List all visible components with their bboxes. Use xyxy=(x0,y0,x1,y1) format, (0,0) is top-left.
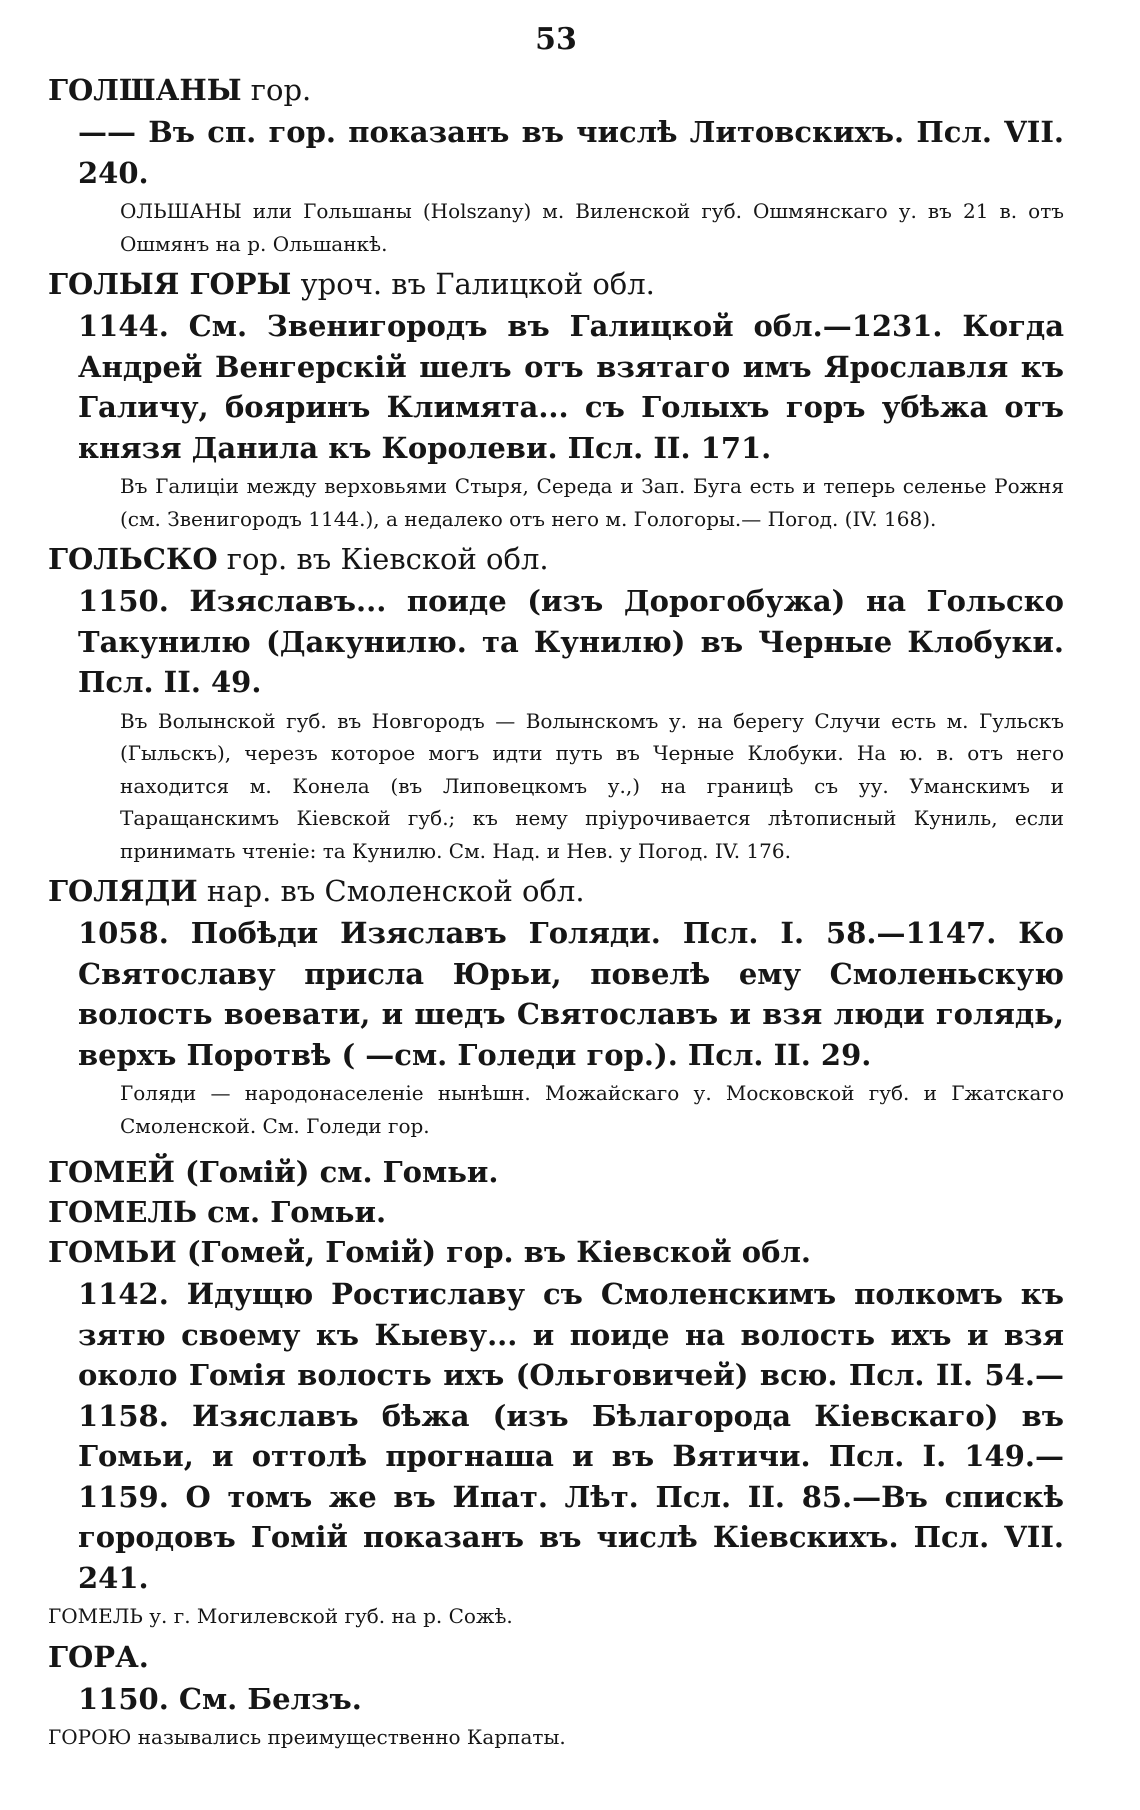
entry-heading-rest: уроч. въ Галицкой обл. xyxy=(291,267,655,301)
entry-heading xyxy=(48,539,1064,579)
entry-lemma: ГОЛШАНЫ xyxy=(48,73,242,107)
entry-heading-rest: см. Гомьи. xyxy=(197,1195,387,1229)
entry-heading-rest: (Гомій) см. Гомьи. xyxy=(174,1155,499,1189)
entry-note: ГОРОЮ назывались преимущественно Карпаты. xyxy=(48,1725,566,1749)
entry-gomi xyxy=(48,1232,1064,1633)
entry-lemma: ГОМЕЛЬ xyxy=(48,1195,198,1229)
entry-lemma: ГОРА. xyxy=(48,1639,149,1674)
entry-lemma: ГОЛЬСКО xyxy=(48,542,218,576)
entry-gora xyxy=(48,1637,1064,1754)
entry-goliadi xyxy=(48,871,1064,1142)
entry-body: 1150. Изяславъ... поиде (изъ Дорогобужа) на Гольско Такунилю (Дакунилю. та Кунилю) въ Черные Клобуки. Псл. II. 49. xyxy=(78,584,1064,699)
entry-golsko xyxy=(48,539,1064,867)
entry-body: 1150. См. Белзъ. xyxy=(78,1681,362,1716)
entry-body: 1142. Идущю Ростиславу съ Смоленскимъ полкомъ къ зятю своему къ Кыеву... и поиде на волость ихъ и взя около Гомія волость ихъ (Ольговичей) всю. Псл. II. 54.— 1158. Изяславъ бѣжа (изъ Бѣлагорода Кіевскаго) въ Гомьи, и оттолѣ прогнаша и въ Вятичи. Псл. I. 149.— 1159. О томъ же въ Ипат. Лѣт. Псл. II. 85.—Въ спискѣ городовъ Гомій показанъ въ числѣ Кіевскихъ. Псл. VII. 241. xyxy=(78,1277,1064,1595)
entry-body: —— Въ сп. гор. показанъ въ числѣ Литовскихъ. Псл. VII. 240. xyxy=(78,115,1064,190)
entry-heading xyxy=(48,1637,1064,1677)
entry-heading xyxy=(48,264,1064,304)
entry-note: ГОМЕЛЬ у. г. Могилевской губ. на р. Сожѣ. xyxy=(48,1604,513,1628)
entry-heading-rest: (Гомей, Гомій) гор. въ Кіевской обл. xyxy=(176,1235,811,1269)
entry-golyia-gory xyxy=(48,264,1064,535)
entry-heading-rest: гор. въ Кіевской обл. xyxy=(217,542,549,576)
entry-heading xyxy=(48,871,1064,911)
entry-note: Въ Волынской губ. въ Новгородъ — Волынскомъ у. на берегу Случи есть м. Гульскъ (Гыльскъ), черезъ которое могъ идти путь въ Черные Клобуки. На ю. в. отъ него находится м. Конела (въ Липовецкомъ у.,) на границѣ съ уу. Уманскимъ и Таращанскимъ Кіевской губ.; къ нему пріурочивается лѣтописный Куниль, если принимать чтеніе: та Кунилю. См. Над. и Нев. у Погод. IV. 176. xyxy=(120,708,1064,863)
entry-golshany xyxy=(48,70,1064,260)
entry-lemma: ГОМЕЙ xyxy=(48,1155,175,1189)
entry-heading-rest: гор. xyxy=(241,73,312,107)
page-number: 53 xyxy=(535,22,577,57)
entry-body: 1144. См. Звенигородъ въ Галицкой обл.—1231. Когда Андрей Венгерскій шелъ отъ взятаго имъ Ярославля къ Галичу, бояринъ Климята... съ Голыхъ горъ убѣжа отъ князя Данила къ Королеви. Псл. II. 171. xyxy=(78,309,1064,465)
entry-note: Голяди — народонаселеніе нынѣшн. Можайскаго у. Московской губ. и Гжатскаго Смоленской. См. Голеди гор. xyxy=(120,1081,1064,1138)
entry-heading xyxy=(48,1192,1064,1232)
entry-lemma: ГОМЬИ xyxy=(48,1235,177,1269)
entry-gomel xyxy=(48,1192,1064,1232)
entry-lemma: ГОЛЯДИ xyxy=(48,874,198,908)
entry-heading xyxy=(48,1152,1064,1192)
entry-gomei xyxy=(48,1152,1064,1192)
entry-note: ОЛЬШАНЫ или Гольшаны (Holszany) м. Виленской губ. Ошмянскаго у. въ 21 в. отъ Ошмянъ на р. Ольшанкѣ. xyxy=(120,199,1064,256)
entry-lemma: ГОЛЫЯ ГОРЫ xyxy=(48,267,292,301)
entry-note: Въ Галиціи между верховьями Стыря, Середа и Зап. Буга есть и теперь селенье Рожня (см. Звенигородъ 1144.), а недалеко отъ него м. Гологоры.— Погод. (IV. 168). xyxy=(120,474,1064,531)
entry-heading xyxy=(48,1232,1064,1272)
entry-heading xyxy=(48,70,1064,110)
entry-heading-rest: нар. въ Смоленской обл. xyxy=(197,874,585,908)
entry-body: 1058. Побѣди Изяславъ Голяди. Псл. I. 58.—1147. Ко Святославу присла Юрьи, повелѣ ему Смоленьскую волость воевати, и шедъ Святославъ и взя люди голядь, верхъ Поротвѣ ( —см. Голеди гор.). Псл. II. 29. xyxy=(78,916,1064,1072)
